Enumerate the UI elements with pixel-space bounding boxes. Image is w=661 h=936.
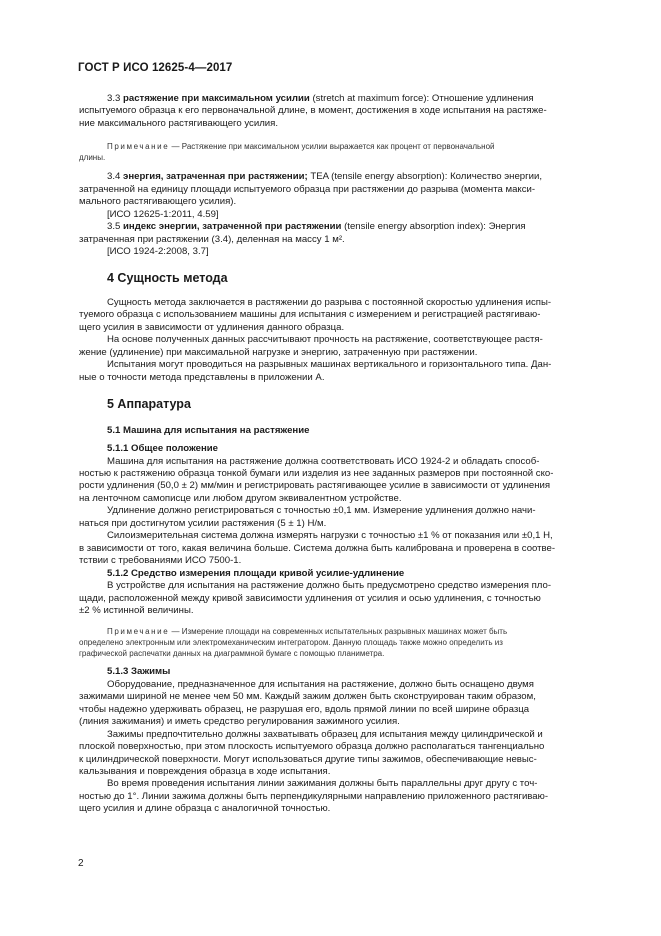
term-text: (stretch at maximum force): Отношение удлинения (309, 93, 534, 104)
term-number: 3.4 (107, 171, 121, 183)
paragraph: Испытания могут проводиться на разрывных машинах вертикального и горизонтального типа. Дан- (107, 359, 552, 371)
section-5-heading: 5 Аппаратура (107, 397, 191, 412)
term-3-5 (107, 221, 617, 233)
note-label: Примечание (107, 142, 170, 152)
paragraph-line: в зависимости от того, какая величина больше. Система должна быть калибрована и проверена в соотве- (79, 542, 556, 554)
note-2 (107, 626, 617, 637)
term-3-4-line: затраченной на единицу площади испытуемого образца при растяжении до разрыва (момента макси- (79, 183, 536, 195)
paragraph-line: чтобы надежно удерживать образец, не разрушая его, вдоль прямой линии по всей ширине образца (79, 703, 530, 715)
note-2-line: определено электронным или электромеханическим интегратором. Данную площадь также можно определить из (79, 638, 503, 648)
paragraph-line: щади, расположенной между кривой зависимости удлинения от усилия и осью удлинения, с точностью (79, 592, 541, 604)
paragraph-line: жение (удлинение) при максимальной нагрузке и энергию, затраченную при растяжении. (79, 346, 478, 358)
paragraph-line: щего усилия в зависимости от удлинения данного образца. (79, 321, 345, 333)
paragraph: Оборудование, предназначенное для испытания на растяжение, должно быть оснащено двумя (107, 678, 534, 690)
note-2-line: графической распечатки данных на диаграммной бумаге с помощью планиметра. (79, 649, 385, 659)
page-content (79, 93, 617, 816)
term-text: TEA (tensile energy absorption): Количество энергии, (307, 171, 543, 183)
note-text: — Растяжение при максимальном усилии выражается как процент от первоначальной (169, 142, 495, 152)
paragraph: Зажимы предпочтительно должны захватывать образец для испытания между цилиндрической и (107, 728, 543, 740)
term-number: 3.3 (107, 93, 121, 104)
section-5-1-3-heading: 5.1.3 Зажимы (107, 666, 171, 678)
term-3-4-line: мального растягивающего усилия). (79, 196, 237, 208)
paragraph: В устройстве для испытания на растяжение должно быть предусмотрено средство измерения пло- (107, 580, 552, 592)
paragraph-line: на ленточном самописце или любом другом эквивалентном устройстве. (79, 492, 402, 504)
paragraph: Во время проведения испытания линии зажимания должны быть параллельны друг другу с точ- (107, 778, 538, 790)
paragraph-line: наться при достигнутом усилии растяжения (5 ± 1) Н/м. (79, 517, 327, 529)
term-name: растяжение при максимальном усилии (123, 93, 310, 104)
paragraph: Машина для испытания на растяжение должна соответствовать ИСО 1924-2 и обладать способ- (107, 455, 540, 467)
paragraph: Удлинение должно регистрироваться с точностью ±0,1 мм. Измерение удлинения должно начи- (107, 505, 536, 517)
paragraph-line: зажимами шириной не менее чем 50 мм. Каждый зажим должен быть сконструирован таким образом, (79, 691, 536, 703)
paragraph-line: ностью до 1°. Линии зажима должны быть перпендикулярными направлению приложенного растягиваю- (79, 790, 549, 802)
paragraph: Сущность метода заключается в растяжении до разрыва с постоянной скоростью удлинения испы- (107, 296, 552, 308)
term-3-4 (107, 171, 617, 183)
paragraph: На основе полученных данных рассчитывают прочность на растяжение, соответствующее растя- (107, 334, 543, 346)
note-label: Примечание (107, 627, 170, 637)
reference: [ИСО 12625-1:2011, 4.59] (107, 208, 219, 220)
paragraph-line: плоской поверхностью, при этом плоскость испытуемого образца должно располагаться тангенциально (79, 741, 545, 753)
term-3-3-line: ние максимального растягивающего усилия. (79, 117, 279, 129)
reference: [ИСО 1924-2:2008, 3.7] (107, 246, 209, 258)
term-number: 3.5 (107, 221, 121, 233)
section-5-1-2-heading: 5.1.2 Средство измерения площади кривой усилие-удлинение (107, 567, 405, 579)
paragraph-line: (линия зажимания) и иметь средство регулирования зажимного усилия. (79, 716, 400, 728)
note-1-line: длины. (79, 153, 106, 163)
section-5-1-heading: 5.1 Машина для испытания на растяжение (107, 424, 310, 436)
paragraph-line: рости удлинения (50,0 ± 2) мм/мин и регистрировать растягивающее усилие в зависимости от удлинения (79, 480, 551, 492)
page-number: 2 (78, 858, 84, 869)
paragraph-line: ностью к растяжению образца тонкой бумаги или изделия из нее заданных размеров при постоянной ско- (79, 467, 554, 479)
term-name: энергия, затраченная при растяжении; (123, 171, 308, 183)
paragraph: Силоизмерительная система должна измерять нагрузки с точностью ±1 % от показания или ±0,1 Н, (107, 530, 553, 542)
paragraph-line: к цилиндрической поверхности. Могут использоваться другие типы зажимов, обеспечивающие невыс- (79, 753, 537, 765)
paragraph-line: ±2 % истинной величины. (79, 604, 194, 616)
page-header-title: ГОСТ Р ИСО 12625-4—2017 (78, 62, 233, 74)
paragraph-line: щего усилия и длине образца с аналогичной точностью. (79, 803, 331, 815)
note-1 (107, 141, 617, 152)
term-text: (tensile energy absorption index): Энергия (341, 221, 526, 233)
note-text: — Измерение площади на современных испытательных разрывных машинах может быть (169, 627, 508, 637)
term-name: индекс энергии, затраченной при растяжении (123, 221, 342, 233)
term-3-5-line: затраченная при растяжении (3.4), деленная на массу 1 м². (79, 233, 345, 245)
term-3-3 (107, 93, 617, 105)
paragraph-line: кальзывания и повреждения образца в ходе испытания. (79, 766, 331, 778)
paragraph-line: тствии с требованиями ИСО 7500-1. (79, 555, 242, 567)
section-5-1-1-heading: 5.1.1 Общее положение (107, 443, 218, 455)
paragraph-line: ные о точности метода представлены в приложении А. (79, 371, 325, 383)
paragraph-line: туемого образца с использованием машины для испытания с измерением и регистрацией растягиваю- (79, 309, 541, 321)
section-4-heading: 4 Сущность метода (107, 270, 228, 285)
term-3-3-line: испытуемого образца к его первоначальной длине, в момент, достижения в ходе испытания на растяже- (79, 105, 547, 117)
